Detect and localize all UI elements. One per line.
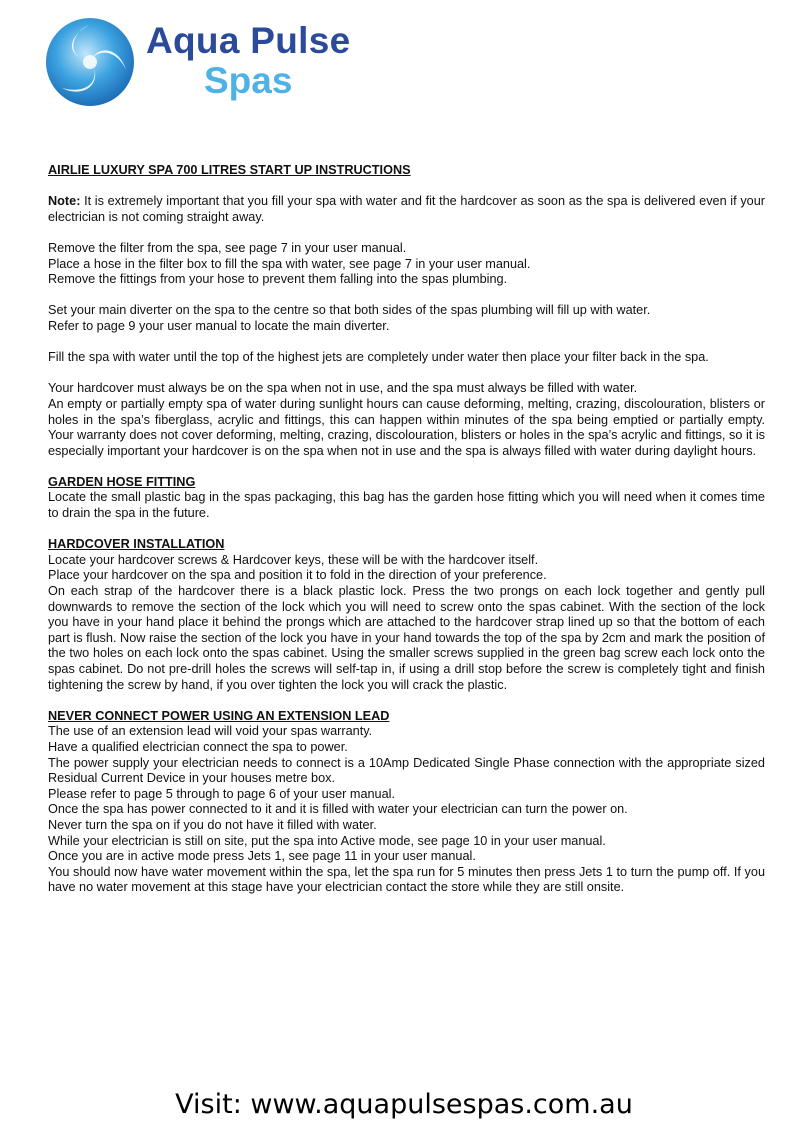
- hardcover-heading: HARDCOVER INSTALLATION: [48, 537, 225, 552]
- note-text: It is extremely important that you fill your spa with water and fit the hardcover as soon as the spa is delivered even if your electrician is not coming straight away.: [48, 194, 765, 224]
- diverter-line: Set your main diverter on the spa to the centre so that both sides of the spas plumbing will fill up with water.: [48, 303, 651, 318]
- filling-line: Remove the fittings from your hose to prevent them falling into the spas plumbing.: [48, 272, 508, 287]
- power-line: Have a qualified electrician connect the spa to power.: [48, 739, 348, 754]
- diverter-line: Refer to page 9 your user manual to locate the main diverter.: [48, 318, 390, 333]
- power-line: You should now have water movement within the spa, let the spa run for 5 minutes then press Jets 1 to turn the pump off. If you have no water movement at this stage have your electrician contact the store while they are still onsite.: [48, 864, 765, 895]
- note-label: Note:: [48, 194, 81, 209]
- brand-name-line2: Spas: [204, 60, 293, 101]
- brand-logo: [40, 10, 380, 110]
- swirl-droplet-icon: [40, 10, 140, 110]
- fill-instruction: Fill the spa with water until the top of the highest jets are completely under water then place your filter back in the spa.: [48, 350, 709, 365]
- note-paragraph: [48, 194, 765, 225]
- power-line: The power supply your electrician needs to connect is a 10Amp Dedicated Single Phase connection with the appropriate sized Residual Current Device in your houses metre box.: [48, 755, 765, 786]
- power-line: Never turn the spa on if you do not have it filled with water.: [48, 817, 377, 832]
- website-footer: Visit: www.aquapulsespas.com.au: [175, 1089, 633, 1120]
- filling-line: Place a hose in the filter box to fill the spa with water, see page 7 in your user manual.: [48, 256, 531, 271]
- power-line: While your electrician is still on site, put the spa into Active mode, see page 10 in your user manual.: [48, 833, 606, 848]
- power-line: The use of an extension lead will void your spas warranty.: [48, 724, 373, 739]
- document-body: [48, 163, 765, 896]
- brand-name-line1: Aqua Pulse: [146, 20, 351, 61]
- hardcover-warning: Your hardcover must always be on the spa when not in use, and the spa must always be filled with water.: [48, 381, 638, 396]
- page-title: AIRLIE LUXURY SPA 700 LITRES START UP INSTRUCTIONS: [48, 163, 411, 177]
- garden-hose-text: Locate the small plastic bag in the spas packaging, this bag has the garden hose fitting which you will need when it comes time to drain the spa in the future.: [48, 490, 765, 521]
- filling-line: Remove the filter from the spa, see page 7 in your user manual.: [48, 240, 407, 255]
- damage-warning: An empty or partially empty spa of water during sunlight hours can cause deforming, melting, crazing, discolouration, blisters or holes in the spa’s fiberglass, acrylic and fittings, this can happen within minutes of the spa being emptied or partially empty. Your warranty does not cover deforming, melting, crazing, discolouration, blisters or holes in the spa’s acrylic and fittings, so it is especially important your hardcover is on the spa when not in use and the spa is always filled with water during daylight hours.: [48, 396, 765, 458]
- power-line: Please refer to page 5 through to page 6 of your user manual.: [48, 786, 396, 801]
- hardcover-line: Place your hardcover on the spa and position it to fold in the direction of your preference.: [48, 568, 547, 583]
- power-line: Once you are in active mode press Jets 1, see page 11 in your user manual.: [48, 849, 476, 864]
- power-heading: NEVER CONNECT POWER USING AN EXTENSION LEAD: [48, 708, 390, 723]
- hardcover-line: Locate your hardcover screws & Hardcover keys, these will be with the hardcover itself.: [48, 552, 539, 567]
- garden-hose-heading: GARDEN HOSE FITTING: [48, 474, 196, 489]
- power-line: Once the spa has power connected to it and it is filled with water your electrician can turn the power on.: [48, 802, 628, 817]
- hardcover-line: On each strap of the hardcover there is a black plastic lock. Press the two prongs on each lock together and gently pull downwards to remove the section of the lock which you will need to screw onto the spas cabinet. With the section of the lock you have in your hand place it behind the prongs which are attached to the hardcover strap lined up so that the bottom of each part is flush. Now raise the section of the lock you have in your hand towards the top of the spa by 2cm and mark the position of the two holes on each lock onto the spas cabinet. Using the smaller screws supplied in the green bag screw each lock onto the spas cabinet. Do not pre-drill holes the screws will self-tap in, if using a drill stop before the screw is completely tight and finish tightening the screw by hand, if you over tighten the lock you will crack the plastic.: [48, 584, 765, 692]
